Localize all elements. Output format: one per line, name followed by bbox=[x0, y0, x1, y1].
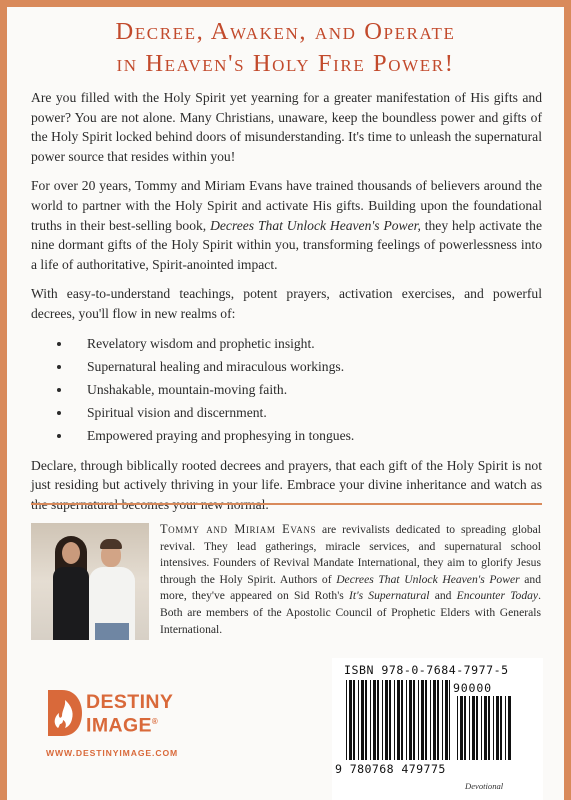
publisher-name-line-2-text: IMAGE bbox=[86, 714, 152, 737]
book-title: Decrees That Unlock Heaven's Power, bbox=[210, 217, 421, 233]
list-item bbox=[31, 426, 542, 446]
authors-text-2: they help activate the nine dormant gifts of the Holy Spirit within you, transforming feelings of powerlessness into a life of authoritative, Spirit-anointed impact. bbox=[31, 217, 542, 272]
closing-paragraph: Declare, through biblically rooted decrees and prayers, that each gift of the Holy Spirit is not just residing but actively thriving in your life. Embrace your divine inheritance and watch as bbox=[31, 457, 542, 493]
bullet-icon bbox=[57, 411, 61, 415]
isbn-text: ISBN 978-0-7684-7977-5 bbox=[344, 663, 509, 677]
bio-show-title: It's Supernatural bbox=[349, 589, 430, 603]
publisher-url: WWW.DESTINYIMAGE.COM bbox=[46, 748, 179, 758]
list-item-text: Unshakable, mountain-moving faith. bbox=[87, 381, 288, 397]
list-item-text: Spiritual vision and discernment. bbox=[87, 404, 267, 420]
author-bio bbox=[160, 521, 541, 638]
bio-text: are revivalists dedicated to spreading global revival. They lead gatherings, miracle services, and supernatural school intensives. Founders of Revival Mandate International, they aim to glorify Jesus through the Holy Spirit. Authors of bbox=[160, 523, 542, 586]
headline-line-1: Decree, Awaken, and Operate bbox=[115, 18, 456, 45]
list-item bbox=[31, 403, 542, 423]
category-label: Devotional bbox=[465, 781, 504, 791]
bullet-icon bbox=[57, 365, 61, 369]
publisher-logo bbox=[46, 688, 246, 760]
list-item bbox=[31, 357, 542, 377]
author-photo bbox=[31, 523, 149, 640]
barcode-block bbox=[332, 658, 543, 800]
headline-line-2: in Heaven's Holy Fire Power! bbox=[116, 50, 455, 77]
barcode bbox=[332, 658, 543, 800]
list-item-text: Empowered praying and prophesying in tongues. bbox=[87, 427, 355, 443]
realms-list bbox=[31, 334, 542, 446]
bio-text: . Both are members of the Apostolic Council of Prophetic Elders with Generals International. bbox=[160, 589, 541, 636]
bio-show-title: Encounter Today bbox=[456, 589, 539, 603]
publisher-name bbox=[86, 693, 173, 736]
realms-intro: With easy-to-understand teachings, potent prayers, activation exercises, and powerful decrees, you'll flow in new realms of: bbox=[31, 286, 542, 321]
barcode-number: 9 780768 479775 bbox=[335, 762, 446, 776]
bullet-icon bbox=[57, 434, 61, 438]
list-item-text: Supernatural healing and miraculous workings. bbox=[87, 358, 345, 374]
bio-book-title: Decrees That Unlock Heaven's Power bbox=[336, 572, 520, 586]
bullet-icon bbox=[57, 388, 61, 392]
list-item bbox=[31, 334, 542, 354]
authors-paragraph bbox=[31, 176, 542, 274]
bio-text: and more, they've appeared on Sid Roth's bbox=[160, 572, 541, 603]
author-names: Tommy and Miriam Evans bbox=[160, 522, 317, 536]
headline bbox=[20, 16, 551, 80]
list-item-text: Revelatory wisdom and prophetic insight. bbox=[87, 335, 315, 351]
section-divider bbox=[31, 503, 542, 505]
bio-text: and bbox=[429, 589, 457, 603]
description bbox=[31, 88, 542, 524]
list-item bbox=[31, 380, 542, 400]
authors-text-1: For over 20 years, Tommy and Miriam Evans have trained thousands of believers around the world to partner with the Holy Spirit and activate His gifts. Building upon the foundational truths in their best-selling book, bbox=[31, 178, 542, 233]
bullet-icon bbox=[57, 342, 61, 346]
price-addon-text: 90000 bbox=[453, 681, 492, 695]
publisher-name-line-2 bbox=[86, 712, 173, 736]
publisher-name-line-1: DESTINY bbox=[86, 691, 174, 713]
flame-d-icon bbox=[46, 688, 84, 738]
intro-paragraph: Are you filled with the Holy Spirit yet yearning for a greater manifestation of His gifts and power? You are not alone. Many Christians, unaware, keep the boundless power and gifts of the Holy Spirit locked behind doors of misunderstanding. It's time to unleash the supernatural power source that resides within you! bbox=[31, 90, 542, 164]
registered-mark: ® bbox=[151, 717, 159, 726]
